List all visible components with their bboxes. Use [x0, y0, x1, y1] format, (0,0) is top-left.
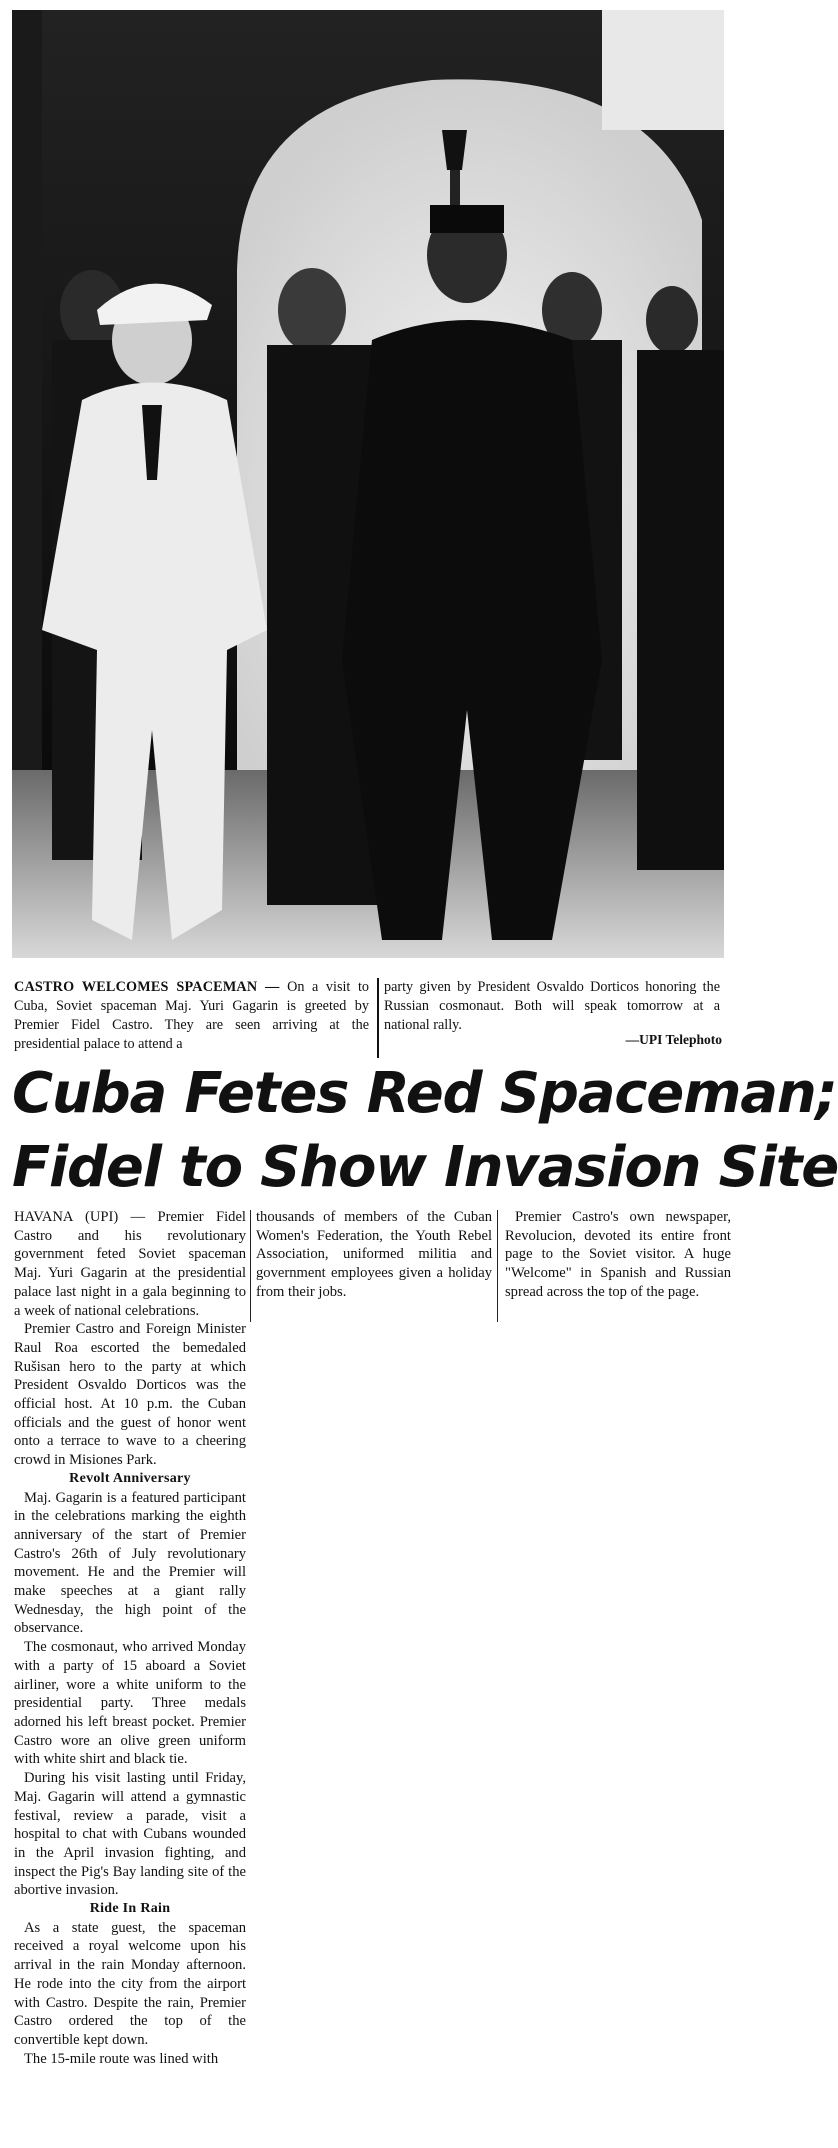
- paragraph-text: Premier Fidel Castro and his revolutionary government feted Soviet spaceman Maj. Yuri Gagarin at the presidential palace last night in a gala beginning to a week of national celebrations.: [14, 1209, 246, 1319]
- article-paragraph: thousands of members of the Cuban Women's Federation, the Youth Rebel Association, uniformed militia and government employees given a holiday from their jobs.: [256, 1209, 492, 1300]
- headline-line-1: Cuba Fetes Red Spaceman;: [12, 1061, 837, 1126]
- article-column-2: [256, 1208, 492, 1302]
- news-photo: [12, 10, 724, 958]
- article-paragraph: The cosmonaut, who arrived Monday with a party of 15 aboard a Soviet airliner, wore a white uniform to the presidential party. Three medals adorned his left breast pocket. Premier Castro wore an olive green uniform with white shirt and black tie.: [14, 1639, 246, 1768]
- photo-caption-right: party given by President Osvaldo Dorticos honoring the Russian cosmonaut. Both will speak tomorrow at a national rally.: [384, 979, 720, 1033]
- dateline: HAVANA (UPI) —: [14, 1209, 146, 1225]
- photo-credit: —UPI Telephoto: [625, 1032, 722, 1047]
- article-paragraph: [14, 1208, 246, 1320]
- photo-caption-left: [14, 978, 369, 1054]
- article-paragraph: Premier Castro's own newspaper, Revolucion, devoted its entire front page to the Soviet visitor. A huge "Welcome" in Spanish and Russian spread across the top of the page.: [505, 1209, 731, 1300]
- caption-divider: [377, 978, 379, 1058]
- article-paragraph: Maj. Gagarin is a featured participant in the celebrations marking the eighth anniversary of the start of Premier Castro's 26th of July revolutionary movement. He and the Premier will make speeches at a giant rally Wednesday, the high point of the observance.: [14, 1489, 246, 1637]
- photo-illustration: [12, 10, 724, 958]
- article-column-1: [14, 1208, 246, 2068]
- article-column-3: [505, 1208, 731, 1302]
- column-divider: [497, 1210, 498, 1322]
- article-paragraph: As a state guest, the spaceman received a royal welcome upon his arrival in the rain Monday afternoon. He rode into the city from the airport with Castro. Despite the rain, Premier Castro ordered the top of the convertible kept down.: [14, 1919, 246, 2048]
- headline-line-2: Fidel to Show Invasion Site: [12, 1135, 838, 1200]
- article-paragraph: The 15-mile route was lined with: [24, 2050, 219, 2067]
- article-paragraph: During his visit lasting until Friday, Maj. Gagarin will attend a gymnastic festival, review a parade, visit a hospital to chat with Cubans wounded in the April invasion fighting, and inspect the Pig's Bay landing site of the abortive invasion.: [14, 1770, 246, 1899]
- caption-left-text: On a visit to Cuba, Soviet spaceman Maj. Yuri Gagarin is greeted by Premier Fidel Castro. They are seen arriving at the presidential palace to attend a: [14, 979, 369, 1052]
- caption-lead: CASTRO WELCOMES SPACEMAN —: [14, 979, 280, 995]
- subheading: Revolt Anniversary: [69, 1470, 191, 1486]
- subheading: Ride In Rain: [89, 1901, 171, 1917]
- column-divider: [250, 1210, 251, 1322]
- article-paragraph: Premier Castro and Foreign Minister Raul Roa escorted the bemedaled Rušisan hero to the party at which President Osvaldo Dorticos was the official host. At 10 p.m. the Cuban officials and the guest of honor went onto a terrace to wave to a cheering crowd in Misiones Park.: [14, 1321, 246, 1469]
